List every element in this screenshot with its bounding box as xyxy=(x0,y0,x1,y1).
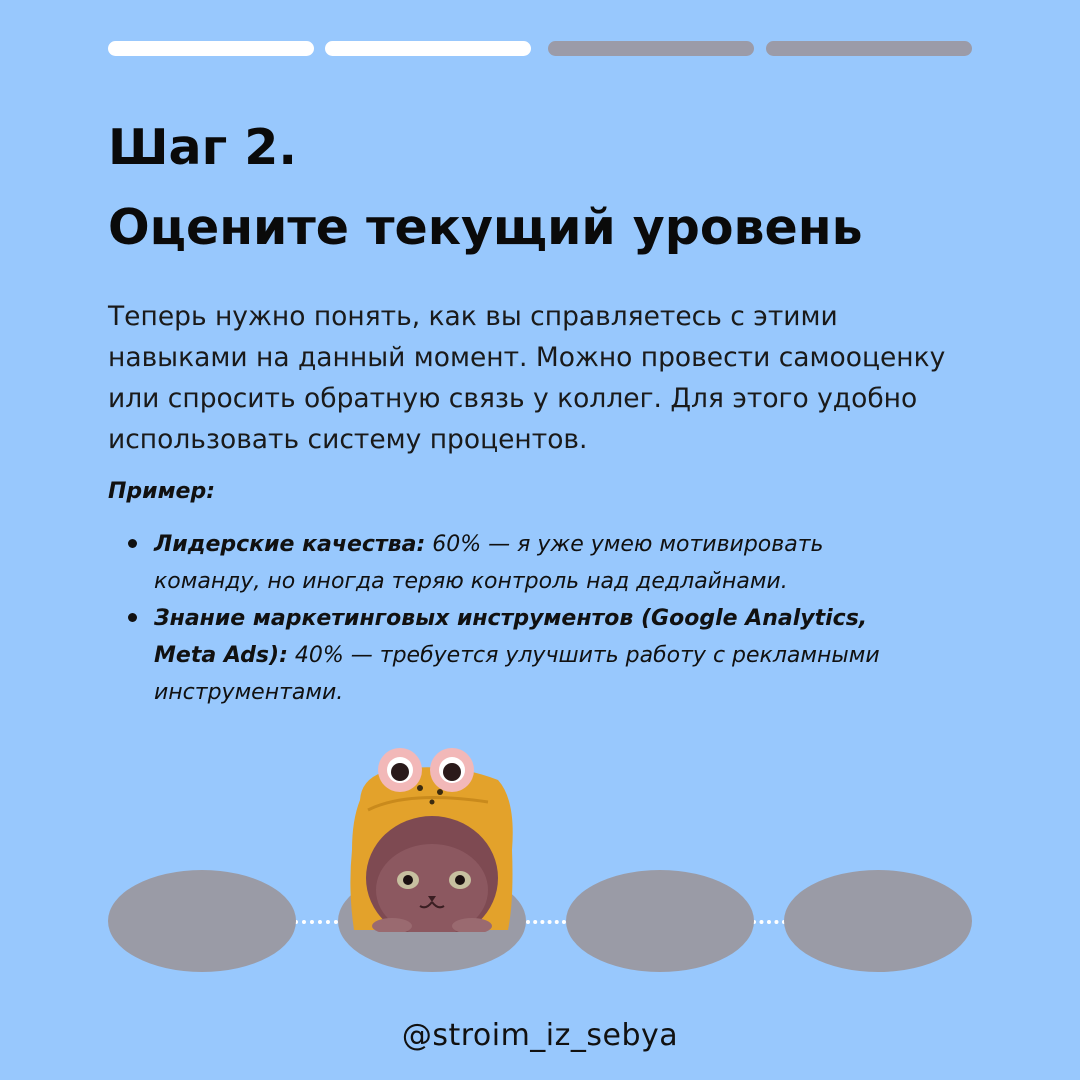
connector-dots xyxy=(526,920,566,924)
example-list xyxy=(128,526,968,711)
list-item-text: команду, но иногда теряю контроль над дедлайнами. xyxy=(154,569,788,594)
list-item-line xyxy=(154,526,968,563)
progress-segment-1 xyxy=(108,41,314,56)
intro-line: или спросить обратную связь у коллег. Для этого удобно xyxy=(108,383,918,414)
bullet-icon xyxy=(128,539,137,548)
step-oval-3 xyxy=(566,870,754,972)
list-item-line xyxy=(154,600,968,637)
intro-line: Теперь нужно понять, как вы справляетесь с этими xyxy=(108,301,838,332)
progress-segment-3 xyxy=(548,41,754,56)
list-item-line xyxy=(154,563,968,600)
story-progress-bar xyxy=(108,41,972,56)
account-handle: @stroim_iz_sebya xyxy=(401,1018,679,1053)
list-item-bold: Meta Ads): xyxy=(154,643,288,668)
list-item xyxy=(128,600,968,711)
list-item xyxy=(128,526,968,600)
step-oval-1 xyxy=(108,870,296,972)
list-item-text: 40% — требуется улучшить работу с рекламными xyxy=(287,643,880,668)
example-label: Пример: xyxy=(108,479,216,504)
intro-line: навыками на данный момент. Можно провести самооценку xyxy=(108,342,946,373)
intro-paragraph xyxy=(108,296,988,460)
step-track xyxy=(108,870,972,980)
list-item-line xyxy=(154,674,968,711)
step-oval-4 xyxy=(784,870,972,972)
progress-segment-4 xyxy=(766,41,972,56)
intro-line: использовать систему процентов. xyxy=(108,424,588,455)
connector-dots xyxy=(294,920,338,924)
page-title xyxy=(108,108,988,268)
title-heading: Оцените текущий уровень xyxy=(108,199,863,256)
list-item-text: 60% — я уже умею мотивировать xyxy=(425,532,824,557)
list-item-line xyxy=(154,637,968,674)
progress-segment-2 xyxy=(325,41,531,56)
cat-in-frog-hat-image xyxy=(348,740,514,932)
list-item-text: инструментами. xyxy=(154,680,344,705)
connector-dots xyxy=(752,920,786,924)
bullet-icon xyxy=(128,613,137,622)
title-step: Шаг 2. xyxy=(108,119,297,176)
list-item-bold: Знание маркетинговых инструментов (Google Analytics, xyxy=(154,606,868,631)
list-item-bold: Лидерские качества: xyxy=(154,532,426,557)
